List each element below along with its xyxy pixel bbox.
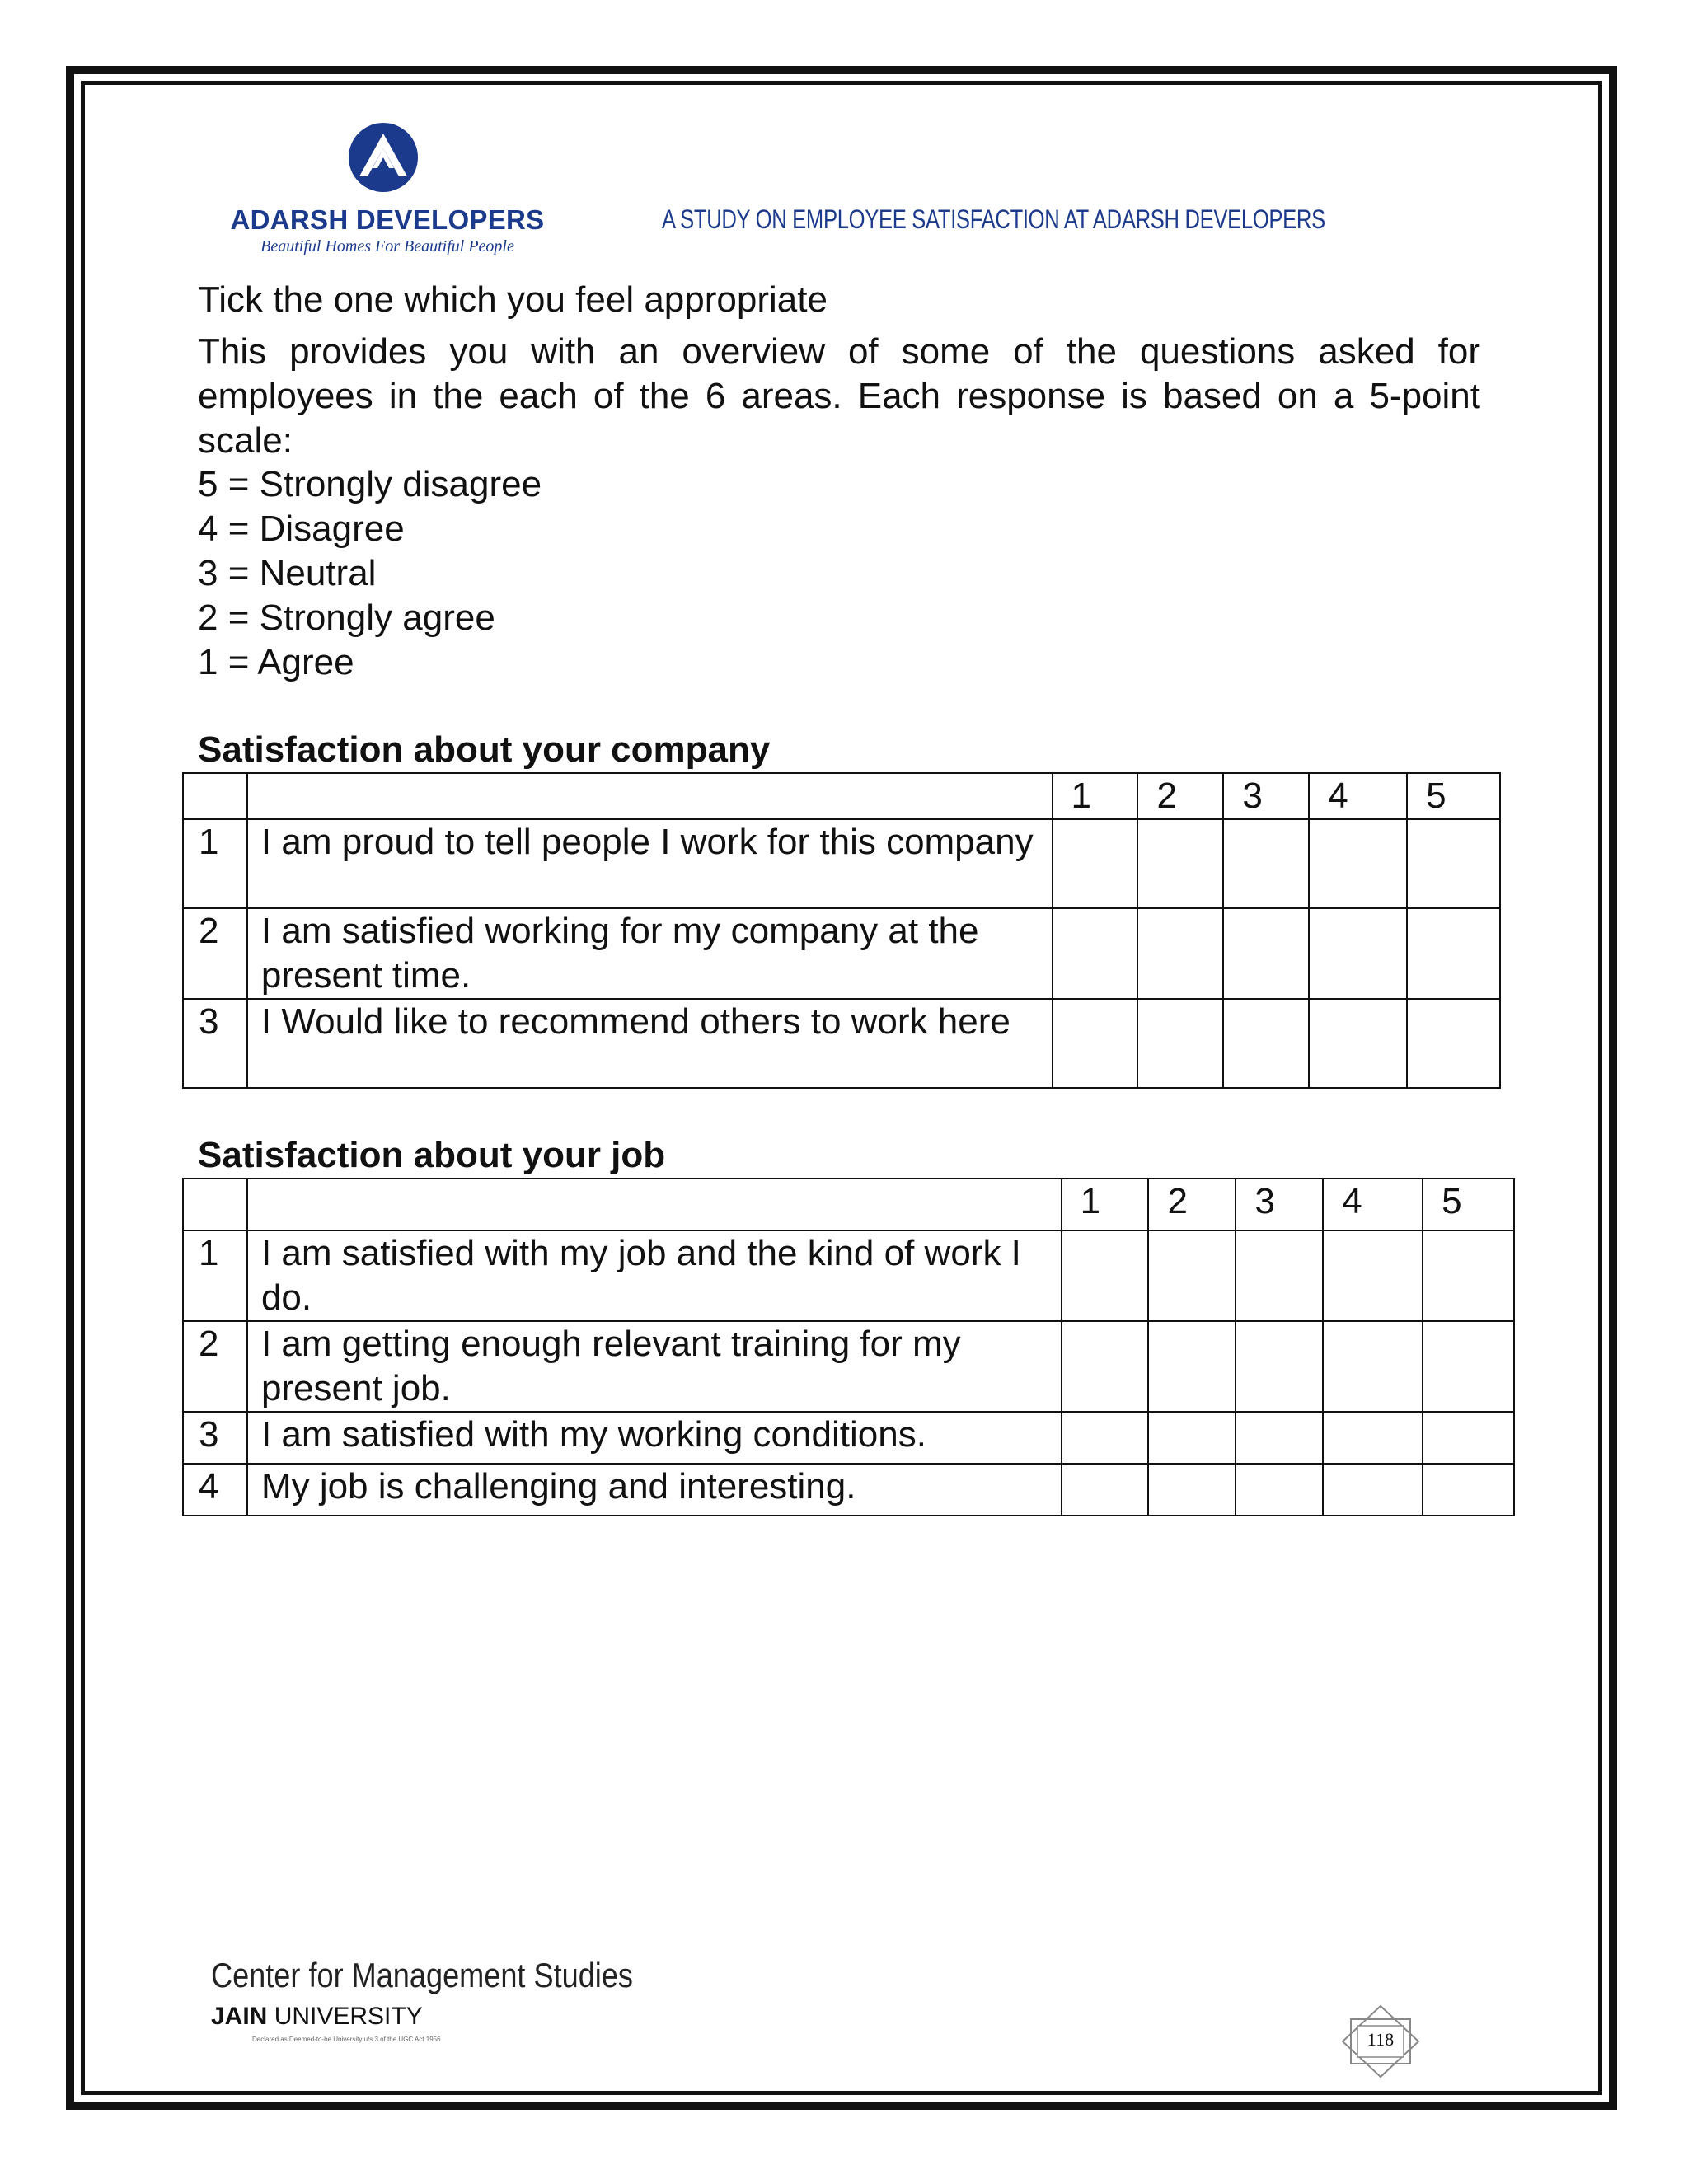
table-row (183, 1321, 1514, 1412)
adarsh-logo-icon (348, 122, 419, 193)
university-name-bold: JAIN (211, 2003, 268, 2030)
job-satisfaction-table (182, 1178, 1515, 1516)
rating-cell-3[interactable] (1223, 819, 1309, 908)
table-row (183, 999, 1500, 1088)
rating-cell-1[interactable] (1062, 1230, 1149, 1321)
scale-legend (198, 462, 542, 685)
scale-item: 5 = Strongly disagree (198, 464, 542, 504)
row-statement: I am getting enough relevant training for my present job. (247, 1321, 1062, 1412)
row-statement: I am satisfied with my job and the kind of work I do. (247, 1230, 1062, 1321)
scale-header: 5 (1423, 1179, 1514, 1230)
rating-cell-2[interactable] (1148, 1321, 1236, 1412)
row-number: 4 (183, 1464, 247, 1516)
scale-header: 1 (1053, 773, 1138, 819)
rating-cell-1[interactable] (1062, 1464, 1149, 1516)
rating-cell-5[interactable] (1423, 1230, 1514, 1321)
rating-cell-5[interactable] (1407, 819, 1500, 908)
row-statement: I am satisfied working for my company at the present time. (247, 908, 1053, 999)
rating-cell-2[interactable] (1148, 1412, 1236, 1464)
rating-cell-4[interactable] (1323, 1321, 1423, 1412)
rating-cell-2[interactable] (1148, 1464, 1236, 1516)
rating-cell-2[interactable] (1148, 1230, 1236, 1321)
rating-cell-3[interactable] (1223, 999, 1309, 1088)
row-number: 3 (183, 999, 247, 1088)
rating-cell-4[interactable] (1309, 999, 1407, 1088)
rating-cell-4[interactable] (1309, 908, 1407, 999)
table-row (183, 908, 1500, 999)
rating-cell-3[interactable] (1223, 908, 1309, 999)
row-number: 2 (183, 1321, 247, 1412)
rating-cell-5[interactable] (1423, 1464, 1514, 1516)
scale-item: 1 = Agree (198, 642, 354, 682)
header-cell-blank (247, 773, 1053, 819)
instruction-text: Tick the one which you feel appropriate (198, 279, 828, 320)
row-number: 3 (183, 1412, 247, 1464)
scale-header: 3 (1223, 773, 1309, 819)
scale-header: 1 (1062, 1179, 1149, 1230)
university-name-rest: UNIVERSITY (267, 2003, 423, 2030)
scale-item: 3 = Neutral (198, 553, 377, 593)
scale-header: 5 (1407, 773, 1500, 819)
table-row (183, 1464, 1514, 1516)
scale-item: 2 = Strongly agree (198, 598, 495, 638)
rating-cell-3[interactable] (1236, 1321, 1323, 1412)
rating-cell-2[interactable] (1137, 908, 1223, 999)
company-tagline: Beautiful Homes For Beautiful People (260, 237, 514, 255)
rating-cell-4[interactable] (1309, 819, 1407, 908)
rating-cell-3[interactable] (1236, 1230, 1323, 1321)
rating-cell-4[interactable] (1323, 1412, 1423, 1464)
rating-cell-5[interactable] (1407, 908, 1500, 999)
rating-cell-1[interactable] (1062, 1321, 1149, 1412)
row-statement: I am proud to tell people I work for this company (247, 819, 1053, 908)
rating-cell-1[interactable] (1053, 908, 1138, 999)
row-number: 1 (183, 819, 247, 908)
header-cell-blank (183, 773, 247, 819)
header-cell-blank (247, 1179, 1062, 1230)
study-title: A STUDY ON EMPLOYEE SATISFACTION AT ADARSH DEVELOPERS (662, 204, 1325, 234)
scale-header: 2 (1137, 773, 1223, 819)
header-cell-blank (183, 1179, 247, 1230)
section-heading-company: Satisfaction about your company (198, 729, 771, 770)
table-row (183, 1412, 1514, 1464)
rating-cell-3[interactable] (1236, 1412, 1323, 1464)
row-statement: My job is challenging and interesting. (247, 1464, 1062, 1516)
rating-cell-1[interactable] (1062, 1412, 1149, 1464)
row-statement: I am satisfied with my working conditions. (247, 1412, 1062, 1464)
row-number: 2 (183, 908, 247, 999)
rating-cell-1[interactable] (1053, 999, 1138, 1088)
scale-header: 4 (1309, 773, 1407, 819)
scale-header: 2 (1148, 1179, 1236, 1230)
scale-header: 3 (1236, 1179, 1323, 1230)
rating-cell-2[interactable] (1137, 819, 1223, 908)
footer-university (211, 2003, 423, 2031)
rating-cell-3[interactable] (1236, 1464, 1323, 1516)
table-header-row (183, 773, 1500, 819)
page-number: 118 (1367, 2029, 1395, 2050)
table-row (183, 819, 1500, 908)
rating-cell-1[interactable] (1053, 819, 1138, 908)
overview-paragraph: This provides you with an overview of some of the questions asked for employees in the each of the 6 areas. Each response is based on a 5-point scale: (198, 331, 1480, 461)
scale-item: 4 = Disagree (198, 509, 405, 549)
row-number: 1 (183, 1230, 247, 1321)
company-name: ADARSH DEVELOPERS (230, 204, 545, 235)
rating-cell-5[interactable] (1423, 1412, 1514, 1464)
company-logo (223, 122, 552, 262)
rating-cell-5[interactable] (1407, 999, 1500, 1088)
footer-organization: Center for Management Studies (211, 1956, 633, 1994)
row-statement: I Would like to recommend others to work here (247, 999, 1053, 1088)
section-heading-job: Satisfaction about your job (198, 1135, 666, 1175)
rating-cell-2[interactable] (1137, 999, 1223, 1088)
rating-cell-4[interactable] (1323, 1464, 1423, 1516)
rating-cell-4[interactable] (1323, 1230, 1423, 1321)
footer-fine-print: Declared as Deemed-to-be University u/s 3 of the UGC Act 1956 (252, 2036, 441, 2043)
table-row (183, 1230, 1514, 1321)
company-satisfaction-table (182, 772, 1501, 1089)
scale-header: 4 (1323, 1179, 1423, 1230)
table-header-row (183, 1179, 1514, 1230)
rating-cell-5[interactable] (1423, 1321, 1514, 1412)
